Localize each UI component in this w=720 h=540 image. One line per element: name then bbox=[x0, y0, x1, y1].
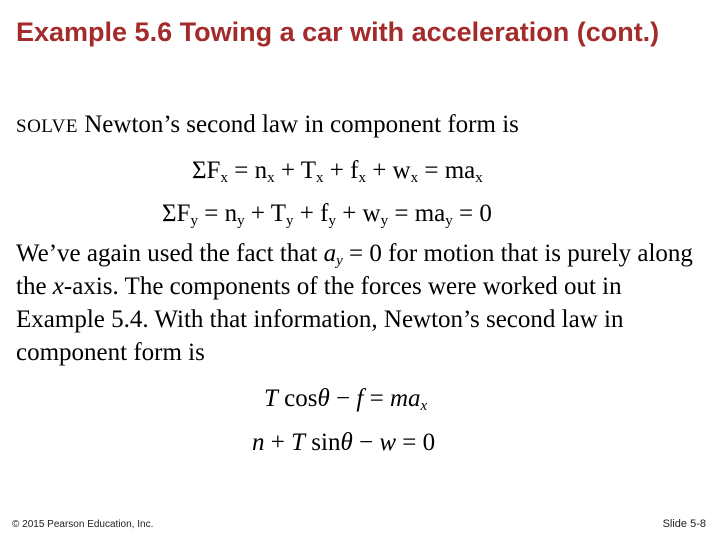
eq-term: sin bbox=[305, 429, 341, 456]
eq-term: = n bbox=[197, 200, 238, 227]
eq-sub: y bbox=[328, 213, 336, 229]
eq-term: ΣF bbox=[192, 157, 221, 184]
eq-term: = 0 bbox=[452, 200, 492, 227]
eq-sub: x bbox=[267, 170, 275, 186]
eq-term: w bbox=[379, 429, 397, 456]
eq-term: T bbox=[264, 385, 278, 412]
eq-sub: y bbox=[286, 213, 294, 229]
eq-term: + f bbox=[323, 157, 359, 184]
slide-title: Example 5.6 Towing a car with acceleration (cont.) bbox=[16, 17, 660, 47]
slide-number: Slide 5-8 bbox=[662, 518, 706, 530]
eq-term: + w bbox=[365, 157, 411, 184]
equation-sum-fy bbox=[162, 197, 492, 231]
para-text: We’ve again used the fact that bbox=[16, 240, 324, 267]
copyright-footer: © 2015 Pearson Education, Inc. bbox=[12, 519, 154, 530]
eq-term: = 0 bbox=[396, 429, 436, 456]
intro-text: Newton’s second law in component form is bbox=[84, 111, 519, 138]
eq-term: − bbox=[329, 385, 357, 412]
eq-sub: x bbox=[410, 170, 419, 186]
equation-sum-fx bbox=[192, 154, 483, 188]
eq-term: = ma bbox=[388, 200, 446, 227]
var-a: a bbox=[323, 240, 337, 267]
eq-term: θ bbox=[340, 429, 353, 456]
eq-term: θ bbox=[317, 385, 330, 412]
eq-term: ma bbox=[389, 385, 421, 412]
eq-term: + w bbox=[335, 200, 381, 227]
para-text: = 0 for motion that is purely along the bbox=[16, 240, 693, 300]
var-x: x bbox=[52, 273, 64, 300]
para-text: -axis. The components of the forces were worked out in Example 5.4. With that information, Newton’s second law in component form is bbox=[16, 273, 624, 366]
eq-sub: x bbox=[220, 170, 228, 186]
eq-term: n bbox=[252, 429, 265, 456]
solve-intro bbox=[16, 108, 519, 144]
explanation-paragraph bbox=[16, 237, 706, 369]
eq-sub: y bbox=[237, 213, 245, 229]
eq-term: − bbox=[352, 429, 380, 456]
eq-sub: x bbox=[316, 170, 324, 186]
eq-sub: x bbox=[358, 170, 366, 186]
eq-term: + f bbox=[293, 200, 329, 227]
eq-term: + T bbox=[274, 157, 316, 184]
eq-sub: y bbox=[445, 213, 453, 229]
eq-term: + bbox=[264, 429, 292, 456]
equation-x-component bbox=[264, 382, 427, 416]
eq-sub: y bbox=[380, 213, 389, 229]
eq-term: = ma bbox=[418, 157, 476, 184]
eq-term: = bbox=[363, 385, 390, 412]
eq-sub: y bbox=[190, 213, 198, 229]
eq-sub: x bbox=[475, 170, 483, 186]
eq-sub: x bbox=[420, 398, 428, 414]
eq-term: + T bbox=[244, 200, 286, 227]
eq-term: = n bbox=[227, 157, 268, 184]
var-a-sub: y bbox=[336, 253, 343, 269]
eq-term: T bbox=[291, 429, 306, 456]
eq-term: ΣF bbox=[162, 200, 191, 227]
eq-term: f bbox=[356, 385, 364, 412]
eq-term: cos bbox=[277, 385, 318, 412]
solve-label: SOLVE bbox=[16, 116, 78, 137]
equation-y-component bbox=[252, 426, 435, 460]
